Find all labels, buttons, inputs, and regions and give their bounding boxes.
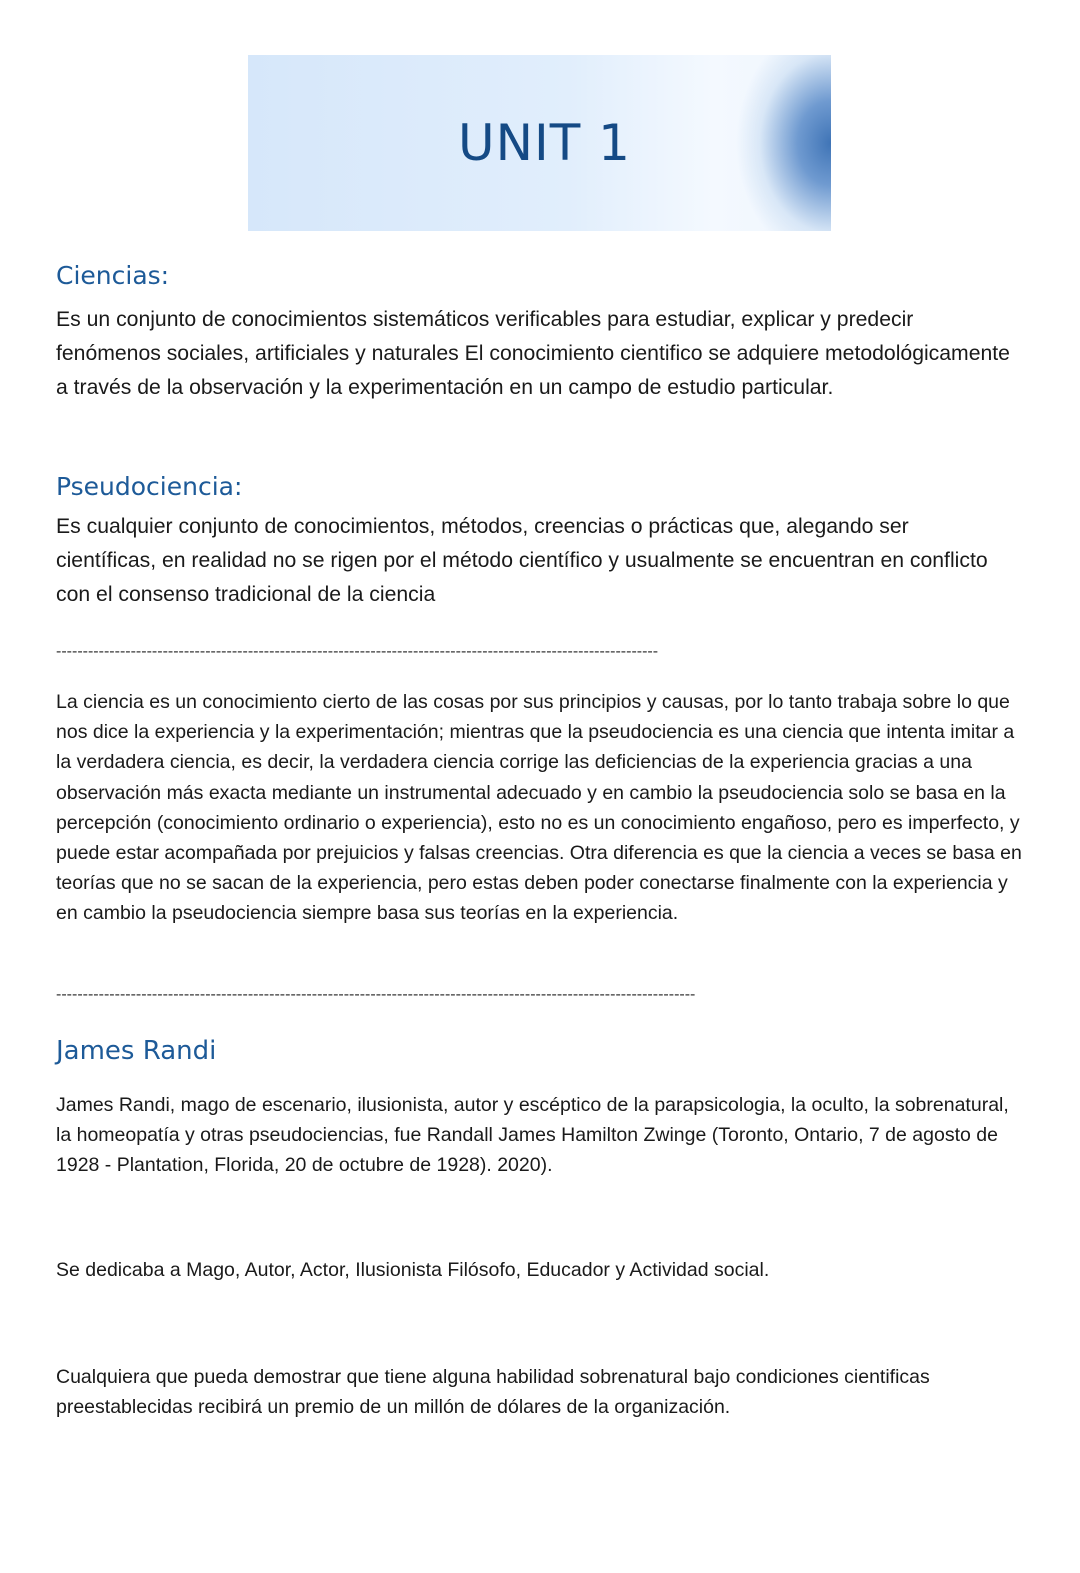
divider-line: ----------------------------------------------------------------------------------------------------------------- [56, 643, 659, 660]
ciencias-heading: Ciencias: [56, 261, 170, 290]
james-randi-heading: James Randi [56, 1036, 217, 1066]
pseudociencia-heading: Pseudociencia: [56, 472, 243, 501]
unit-banner [248, 55, 831, 231]
randi-bio: James Randi, mago de escenario, ilusionista, autor y escéptico de la parapsicologia, la oculto, la sobrenatural, la homeopatía y otras pseudociencias, fue Randall James Hamilton Zwinge (Toronto, Ontario, 7 de agosto de 1928 - Plantation, Florida, 20 de octubre de 1928). 2020). [56, 1094, 1009, 1177]
randi-occupations: Se dedicaba a Mago, Autor, Actor, Ilusionista Filósofo, Educador y Actividad social. [56, 1259, 770, 1281]
ciencias-definition: Es un conjunto de conocimientos sistemáticos verificables para estudiar, explicar y predecir fenómenos sociales, artificiales y naturales El conocimiento cientifico se adquiere metodológicamente a través de la observación y la experimentación en un campo de estudio particular. [56, 308, 1010, 399]
pseudociencia-definition: Es cualquier conjunto de conocimientos, métodos, creencias o prácticas que, alegando ser científicas, en realidad no se rigen por el método científico y usualmente se encuentran en conflicto con el consenso tradicional de la ciencia [56, 515, 988, 606]
divider-line: ------------------------------------------------------------------------------------------------------------------------ [56, 986, 696, 1003]
banner-title: UNIT 1 [458, 114, 631, 172]
randi-prize: Cualquiera que pueda demostrar que tiene alguna habilidad sobrenatural bajo condiciones cientificas preestablecidas recibirá un premio de un millón de dólares de la organización. [56, 1366, 930, 1419]
comparison-paragraph: La ciencia es un conocimiento cierto de las cosas por sus principios y causas, por lo tanto trabaja sobre lo que nos dice la experiencia y la experimentación; mientras que la pseudociencia es una ciencia que intenta imitar a la verdadera ciencia, es decir, la verdadera ciencia corrige las deficiencias de la experiencia gracias a una observación más exacta mediante un instrumental adecuado y en cambio la pseudociencia solo se basa en la percepción (conocimiento ordinario o experiencia), esto no es un conocimiento engañoso, pero es imperfecto, y puede estar acompañada por prejuicios y falsas creencias. Otra diferencia es que la ciencia a veces se basa en teorías que no se sacan de la experiencia, pero estas deben poder conectarse finalmente con la experiencia y en cambio la pseudociencia siempre basa sus teorías en la experiencia. [56, 691, 1022, 925]
